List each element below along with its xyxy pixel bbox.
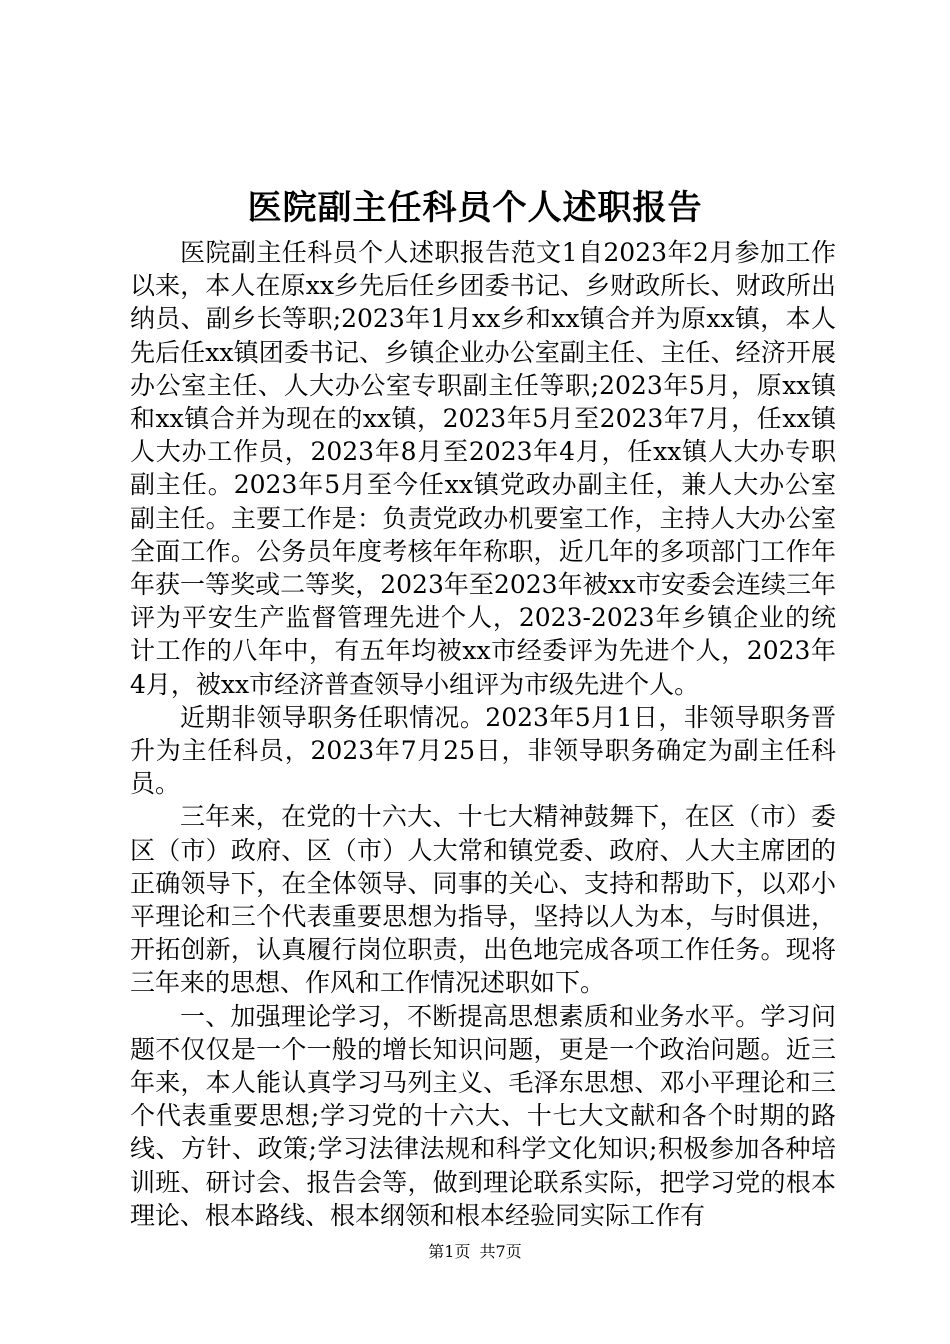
paragraph-3: 三年来，在党的十六大、十七大精神鼓舞下，在区（市）委区（市）政府、区（市）人大常和镇党委、政府、人大主席团的正确领导下，在全体领导、同事的关心、支持和帮助下，以邓小平理论和三个代表重要思想为指导，坚持以人为本，与时俱进，开拓创新，认真履行岗位职责，出色地完成各项工作任务。现将三年来的思想、作风和工作情况述职如下。: [130, 802, 836, 998]
document-body: [130, 236, 836, 1232]
document-title: 医院副主任科员个人述职报告: [247, 188, 703, 228]
paragraph-2: 近期非领导职务任职情况。2023年5月1日，非领导职务晋升为主任科员，2023年7月25日，非领导职务确定为副主任科员。: [130, 702, 836, 799]
page-footer: [0, 1240, 950, 1264]
page-number: 第1页: [428, 1242, 471, 1261]
page-total: 共7页: [479, 1242, 522, 1261]
paragraph-4: 一、加强理论学习，不断提高思想素质和业务水平。学习问题不仅仅是一个一般的增长知识问题，更是一个政治问题。近三年来，本人能认真学习马列主义、毛泽东思想、邓小平理论和三个代表重要思想;学习党的十六大、十七大文献和各个时期的路线、方针、政策;学习法律法规和科学文化知识;积极参加各种培训班、研讨会、报告会等，做到理论联系实际，把学习党的根本理论、根本路线、根本纲领和根本经验同实际工作有: [130, 1001, 836, 1230]
paragraph-1: 医院副主任科员个人述职报告范文1自2023年2月参加工作以来，本人在原xx乡先后任乡团委书记、乡财政所长、财政所出纳员、副乡长等职;2023年1月xx乡和xx镇合并为原xx镇，本人先后任xx镇团委书记、乡镇企业办公室副主任、主任、经济开展办公室主任、人大办公室专职副主任等职;2023年5月，原xx镇和xx镇合并为现在的xx镇，2023年5月至2023年7月，任xx镇人大办工作员，2023年8月至2023年4月，任xx镇人大办专职副主任。2023年5月至今任xx镇党政办副主任，兼人大办公室副主任。主要工作是：负责党政办机要室工作，主持人大办公室全面工作。公务员年度考核年年称职，近几年的多项部门工作年年获一等奖或二等奖，2023年至2023年被xx市安委会连续三年评为平安生产监督管理先进个人，2023-2023年乡镇企业的统计工作的八年中，有五年均被xx市经委评为先进个人，2023年4月，被xx市经济普查领导小组评为市级先进个人。: [130, 238, 836, 699]
